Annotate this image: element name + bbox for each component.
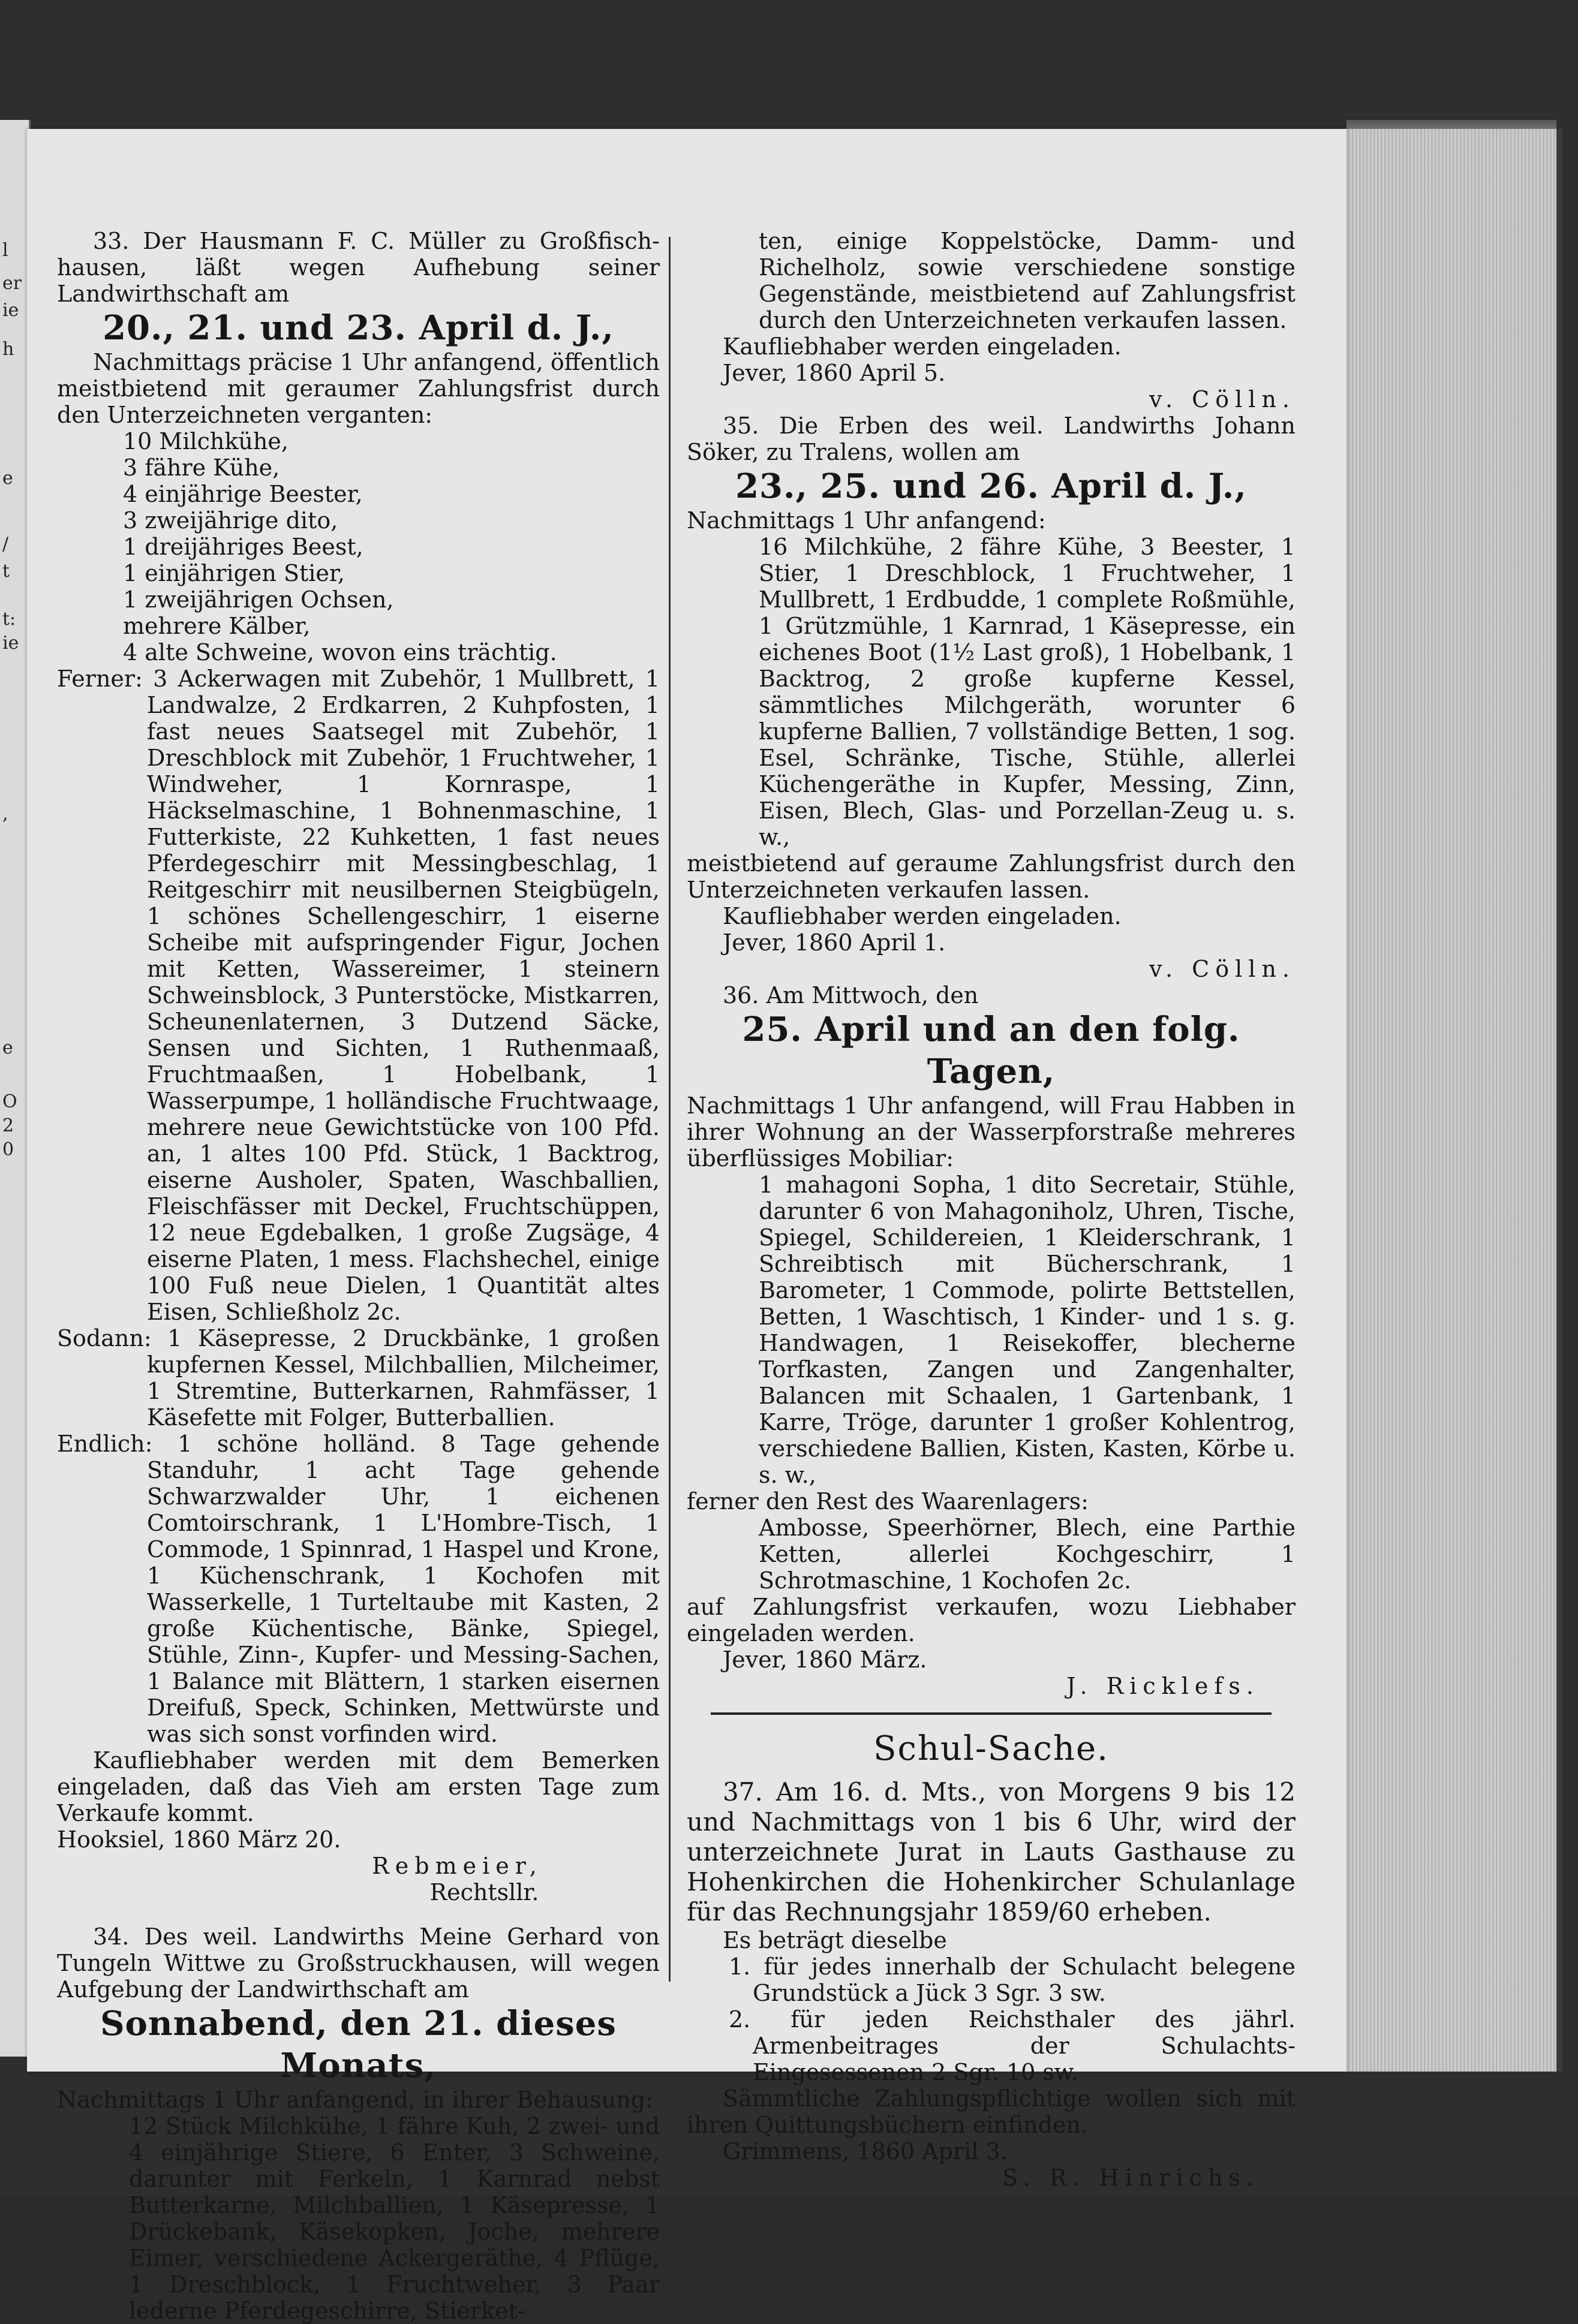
notice-33-intro: 33. Der Hausmann F. C. Müller zu Großfisch-hausen, läßt wegen Aufhebung seiner Landwirthschaft am	[57, 228, 660, 307]
notice-34-place-date: Jever, 1860 April 5.	[723, 360, 946, 386]
notice-34-continued: ten, einige Koppelstöcke, Damm- und Richelholz, sowie verschiedene sonstige Gegenstände, meistbietend auf Zahlungsfrist durch den Unterzeichneten verkaufen lassen.	[759, 228, 1296, 333]
list-item: mehrere Kälber,	[123, 613, 311, 639]
list-item: 2. für jeden Reichsthaler des jährl. Armenbeitrages der Schulachts-Eingesessenen 2 Sgr. 10 sw.	[729, 2006, 1296, 2085]
list-item: 1 zweijährigen Ochsen,	[123, 586, 394, 613]
notice-34-items: 12 Stück Milchkühe, 1 fähre Kuh, 2 zwei- und 4 einjährige Stiere, 6 Enter, 3 Schweine, darunter mit Ferkeln, 1 Karnrad nebst Butterkarne, Milchballien, 1 Käsepresse, 1 Drückebank, Käsekopken, Joche, mehrere Eimer, verschiedene Ackergeräthe, 4 Pflüge, 1 Dreschblock, 1 Fruchtweher, 3 Paar lederne Pferdegeschirre, Stierket-	[129, 2113, 660, 2324]
margin-fragment: h	[2, 339, 14, 360]
notice-36-rest-items: Ambosse, Speerhörner, Blech, eine Parthie Ketten, allerlei Kochgeschirr, 1 Schrotmaschine, 1 Kochofen 2c.	[759, 1515, 1296, 1594]
notice-33-signature-title: Rechtsllr.	[429, 1879, 539, 1905]
section-rule	[711, 1712, 1272, 1715]
page	[27, 129, 1346, 2324]
notice-37-rates	[687, 1953, 1296, 2085]
notice-36-rest-label: ferner den Rest des Waarenlagers:	[687, 1488, 1089, 1515]
notice-36-time: Nachmittags 1 Uhr anfangend, will Frau Habben in ihrer Wohnung an der Wasserpforstraße mehreres überflüssiges Mobiliar:	[687, 1092, 1296, 1172]
notice-34-closing: Kaufliebhaber werden eingeladen.	[723, 333, 1122, 360]
notice-35-items: 16 Milchkühe, 2 fähre Kühe, 3 Beester, 1 Stier, 1 Dreschblock, 1 Fruchtweher, 1 Mullbrett, 1 Erdbudde, 1 complete Roßmühle, 1 Grützmühle, 1 Karnrad, 1 Käsepresse, ein eichenes Boot (1½ Last groß), 1 Hobelbank, 1 Backtrog, 2 große kupferne Kessel, sämmtliches Milchgeräth, worunter 6 kupferne Ballien, 7 vollständige Betten, 1 sog. Esel, Schränke, Tische, Stühle, allerlei Küchengeräthe in Kupfer, Messing, Zinn, Eisen, Blech, Glas- und Porzellan-Zeug u. s. w.,	[759, 534, 1296, 850]
book-page-stack	[1346, 129, 1562, 2072]
notice-33-ferner: Ferner: 3 Ackerwagen mit Zubehör, 1 Mullbrett, 1 Landwalze, 2 Erdkarren, 2 Kuhpfosten, 1 fast neues Saatsegel mit Zubehör, 1 Dreschblock mit Zubehör, 1 Fruchtweher, 1 Windweher, 1 Kornraspe, 1 Häckselmaschine, 1 Bohnenmaschine, 1 Futterkiste, 22 Kuhketten, 1 fast neues Pferdegeschirr mit Messingbeschlag, 1 Reitgeschirr mit neusilbernen Steigbügeln, 1 schönes Schellengeschirr, 1 eiserne Scheibe mit aufspringender Figur, Jochen mit Ketten, Wassereimer, 1 steinern Schweinsblock, 3 Punterstöcke, Mistkarren, Scheunenlaternen, 3 Dutzend Säcke, Sensen und Sichten, 1 Ruthenmaaß, Fruchtmaaßen, 1 Hobelbank, 1 Wasserpumpe, 1 holländische Fruchtwaage, mehrere neue Gewichtstücke von 100 Pfd. an, 1 altes 100 Pfd. Stück, 1 Backtrog, eiserne Ausholer, Spaten, Waschballien, Fleischfässer mit Deckel, Fruchtschüppen, 12 neue Egdebalken, 1 große Zugsäge, 4 eiserne Platen, 1 mess. Flachshechel, einige 100 Fuß neue Dielen, 1 Quantität altes Eisen, Schließholz 2c.	[57, 666, 660, 1325]
margin-fragment: /	[2, 534, 9, 555]
notice-37-signature: S. R. Hinrichs.	[1002, 2165, 1260, 2191]
notice-37-closing: Sämmtliche Zahlungspflichtige wollen sich mit ihren Quittungsbüchern einfinden.	[687, 2085, 1296, 2138]
notice-35-tail: meistbietend auf geraume Zahlungsfrist durch den Unterzeichneten verkaufen lassen.	[687, 850, 1296, 903]
margin-fragment: 0	[2, 1139, 14, 1160]
notice-35-closing: Kaufliebhaber werden eingeladen.	[723, 903, 1122, 929]
right-column	[687, 228, 1296, 2191]
notice-33-endlich: Endlich: 1 schöne holländ. 8 Tage gehende Standuhr, 1 acht Tage gehende Schwarzwalder Uhr, 1 eichenen Comtoirschrank, 1 L'Hombre-Tisch, 1 Commode, 1 Spinnrad, 1 Haspel und Krone, 1 Küchenschrank, 1 Kochofen mit Wasserkelle, 1 Turteltaube mit Kasten, 2 große Küchentische, Bänke, Spiegel, Stühle, Zinn-, Kupfer- und Messing-Sachen, 1 Balance mit Blättern, 1 starken eisernen Dreifuß, Speck, Schinken, Mettwürste und was sich sonst vorfinden wird.	[57, 1431, 660, 1747]
list-item: 1 einjährigen Stier,	[123, 560, 345, 586]
notice-33-place-date: Hooksiel, 1860 März 20.	[57, 1826, 341, 1853]
notice-35-signature: v. Cölln.	[1149, 956, 1296, 982]
notice-37-place-date: Grimmens, 1860 April 3.	[723, 2138, 1008, 2165]
notice-33-closing: Kaufliebhaber werden mit dem Bemerken eingeladen, daß das Vieh am ersten Tage zum Verkaufe kommt.	[57, 1747, 660, 1826]
list-item: 4 alte Schweine, wovon eins trächtig.	[123, 639, 557, 666]
notice-37-lead: Es beträgt dieselbe	[723, 1927, 947, 1953]
notice-34-signature: v. Cölln.	[1149, 386, 1296, 413]
notice-35-date: 23., 25. und 26. April d. J.,	[735, 466, 1247, 506]
notice-34-time: Nachmittags 1 Uhr anfangend, in ihrer Behausung:	[57, 2087, 653, 2113]
notice-35-time: Nachmittags 1 Uhr anfangend:	[687, 507, 1046, 534]
notice-34-intro: 34. Des weil. Landwirths Meine Gerhard von Tungeln Wittwe zu Großstruckhausen, will wegen Aufgebung der Landwirthschaft am	[57, 1923, 660, 2003]
left-column	[57, 228, 660, 2324]
notice-33-livestock-list	[57, 428, 660, 666]
margin-fragment: t	[2, 561, 10, 582]
section-title: Schul-Sache.	[873, 1729, 1109, 1768]
notice-35-intro: 35. Die Erben des weil. Landwirths Johann Söker, zu Tralens, wollen am	[687, 413, 1296, 465]
notice-33-sodann: Sodann: 1 Käsepresse, 2 Druckbänke, 1 großen kupfernen Kessel, Milchballien, Milcheimer, 1 Stremtine, Butterkarnen, Rahmfässer, 1 Käsefette mit Folger, Butterballien.	[57, 1325, 660, 1431]
notice-36-items: 1 mahagoni Sopha, 1 dito Secretair, Stühle, darunter 6 von Mahagoniholz, Uhren, Tische, Spiegel, Schildereien, 1 Kleiderschrank, 1 Schreibtisch mit Bücherschrank, 1 Barometer, 1 Commode, polirte Bettstellen, Betten, 1 Waschtisch, 1 Kinder- und 1 s. g. Handwagen, 1 Reisekoffer, blecherne Torfkasten, Zangen und Zangenhalter, Balancen mit Schaalen, 1 Gartenbank, 1 Karre, Tröge, darunter 1 großer Kohlentrog, verschiedene Ballien, Kisten, Kasten, Körbe u. s. w.,	[759, 1172, 1296, 1488]
notice-36-intro: 36. Am Mittwoch, den	[723, 982, 979, 1009]
notice-36-signature: J. Ricklefs.	[1066, 1673, 1260, 1699]
previous-page-edge	[0, 120, 31, 2057]
margin-fragment: 2	[2, 1115, 14, 1136]
margin-fragment: O	[2, 1091, 17, 1112]
column-divider	[669, 237, 671, 1982]
notice-36-tail: auf Zahlungsfrist verkaufen, wozu Liebhaber eingeladen werden.	[687, 1594, 1296, 1646]
margin-fragment: t:	[2, 609, 16, 630]
margin-fragment: ,	[2, 803, 8, 824]
notice-34-date: Sonnabend, den 21. dieses Monats,	[100, 2004, 617, 2085]
notice-36-place-date: Jever, 1860 März.	[723, 1646, 927, 1673]
list-item: 10 Milchkühe,	[123, 428, 288, 454]
margin-fragment: ie	[2, 300, 19, 321]
list-item: 4 einjährige Beester,	[123, 481, 363, 507]
list-item: 3 fähre Kühe,	[123, 454, 280, 481]
margin-fragment: e	[2, 1037, 13, 1058]
notice-33-time: Nachmittags präcise 1 Uhr anfangend, öffentlich meistbietend mit geraumer Zahlungsfrist durch den Unterzeichneten verganten:	[57, 349, 660, 428]
notice-33-signature: Rebmeier,	[372, 1853, 543, 1879]
list-item: 3 zweijährige dito,	[123, 507, 338, 534]
notice-36-date: 25. April und an den folg. Tagen,	[742, 1010, 1240, 1091]
list-item: 1 dreijähriges Beest,	[123, 534, 363, 560]
list-item: 1. für jedes innerhalb der Schulacht belegene Grundstück a Jück 3 Sgr. 3 sw.	[729, 1953, 1296, 2006]
margin-fragment: l	[2, 240, 8, 261]
notice-35-place-date: Jever, 1860 April 1.	[723, 929, 946, 956]
notice-37-text: 37. Am 16. d. Mts., von Morgens 9 bis 12 und Nachmittags von 1 bis 6 Uhr, wird der unterzeichnete Jurat in Lauts Gasthause zu Hohenkirchen die Hohenkircher Schulanlage für das Rechnungsjahr 1859/60 erheben.	[687, 1777, 1296, 1926]
notice-33-date: 20., 21. und 23. April d. J.,	[103, 308, 614, 348]
margin-fragment: ie	[2, 633, 19, 654]
margin-fragment: er	[2, 273, 22, 294]
margin-fragment: e	[2, 468, 13, 489]
